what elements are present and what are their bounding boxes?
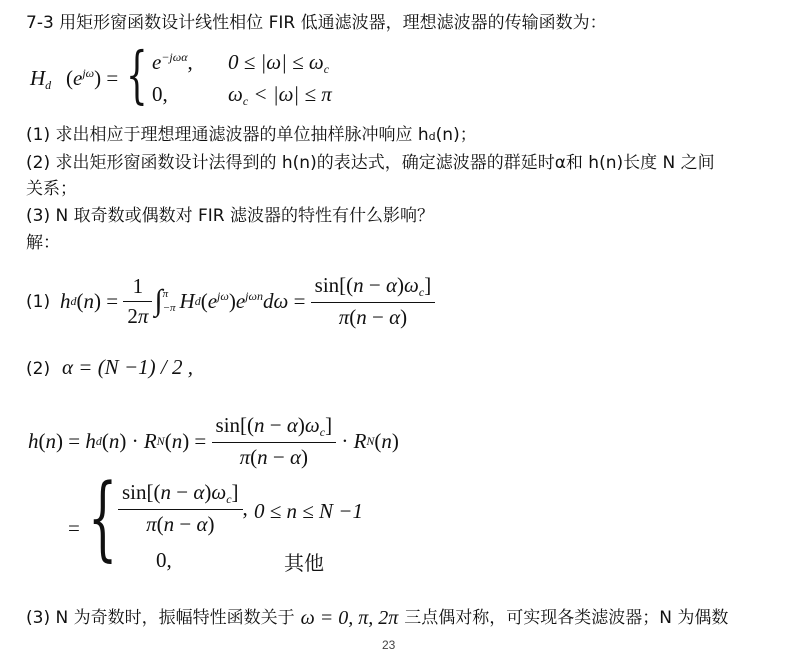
solution-1-label: (1) xyxy=(26,292,51,312)
case2-value: 0, xyxy=(152,82,168,106)
solution-1-equation: h d (n) = $\frac{1}{2\pi}$ ∫ π −π H d $(e^{j\omega})e^{j\omega n}d\omega$ = $\frac{\sin[(n - \alpha)\omega_c]}{\pi(n - \alpha)}$ xyxy=(60,268,435,334)
alpha-relation: α = (N −1) / 2 , xyxy=(62,355,193,379)
fraction-one-over-two-pi: $\frac{1}{2\pi}$ xyxy=(123,274,152,329)
piecewise-case2-value: 0, xyxy=(156,548,172,572)
piecewise-hn xyxy=(68,464,448,578)
case2-condition: $\omega_c < |\omega| \le \pi$ xyxy=(228,82,332,108)
ideal-transfer-function xyxy=(28,38,348,116)
problem-title: 7-3 用矩形窗函数设计线性相位 FIR 低通滤波器，理想滤波器的传输函数为： xyxy=(26,13,607,33)
page-number: 23 xyxy=(382,638,396,652)
question-2-line-1: (2) 求出矩形窗函数设计法得到的 h(n)的表达式，确定滤波器的群延时α和 h(n)长度 N 之间 xyxy=(26,153,715,173)
hn-equation: h(n) = h d (n) · R N (n) = $\frac{\sin[(n - \alpha)\omega_c]}{\pi(n - \alpha)}$ · R N (n) xyxy=(28,412,399,469)
equals-sign: = xyxy=(68,516,80,540)
question-3: (3) N 取奇数或偶数对 FIR 滤波器的特性有什么影响？ xyxy=(26,206,435,226)
answer-label: 解： xyxy=(26,233,60,253)
piecewise-case1-condition: 0 ≤ n ≤ N −1 xyxy=(254,499,363,523)
question-2-line-2: 关系； xyxy=(26,179,77,199)
question-1: (1) 求出相应于理想理通滤波器的单位抽样脉冲响应 hd(n)； xyxy=(26,125,477,145)
solution-3: (3) N 为奇数时，振幅特性函数关于 ω = 0, π, 2π 三点偶对称，可实现各类滤波器；N 为偶数 xyxy=(26,607,729,629)
left-brace: { xyxy=(126,38,148,111)
fraction-hn: $\frac{\sin[(n - \alpha)\omega_c]}{\pi(n - \alpha)}$ xyxy=(212,413,337,470)
solution-2-label: (2) xyxy=(26,359,51,379)
fraction-sinc: $\frac{\sin[(n - \alpha)\omega_c]}{\pi(n - \alpha)}$ xyxy=(311,273,436,330)
case1-expression: $e^{-j\omega\alpha}$, xyxy=(152,50,193,74)
piecewise-case2-condition: 其他 xyxy=(284,551,324,575)
symmetry-points: ω = 0, π, 2π xyxy=(300,607,399,629)
hd-argument: $(e^{j\omega})$ = xyxy=(66,66,119,90)
case1-condition: $0 \le |\omega| \le \omega_c$ xyxy=(228,50,330,76)
piecewise-case1-expression: $\frac{\sin[(n - \alpha)\omega_c]}{\pi(n - \alpha)}$ , xyxy=(118,480,248,537)
hd-symbol: $H_d$ xyxy=(30,66,52,92)
piecewise-brace: { xyxy=(88,464,118,571)
